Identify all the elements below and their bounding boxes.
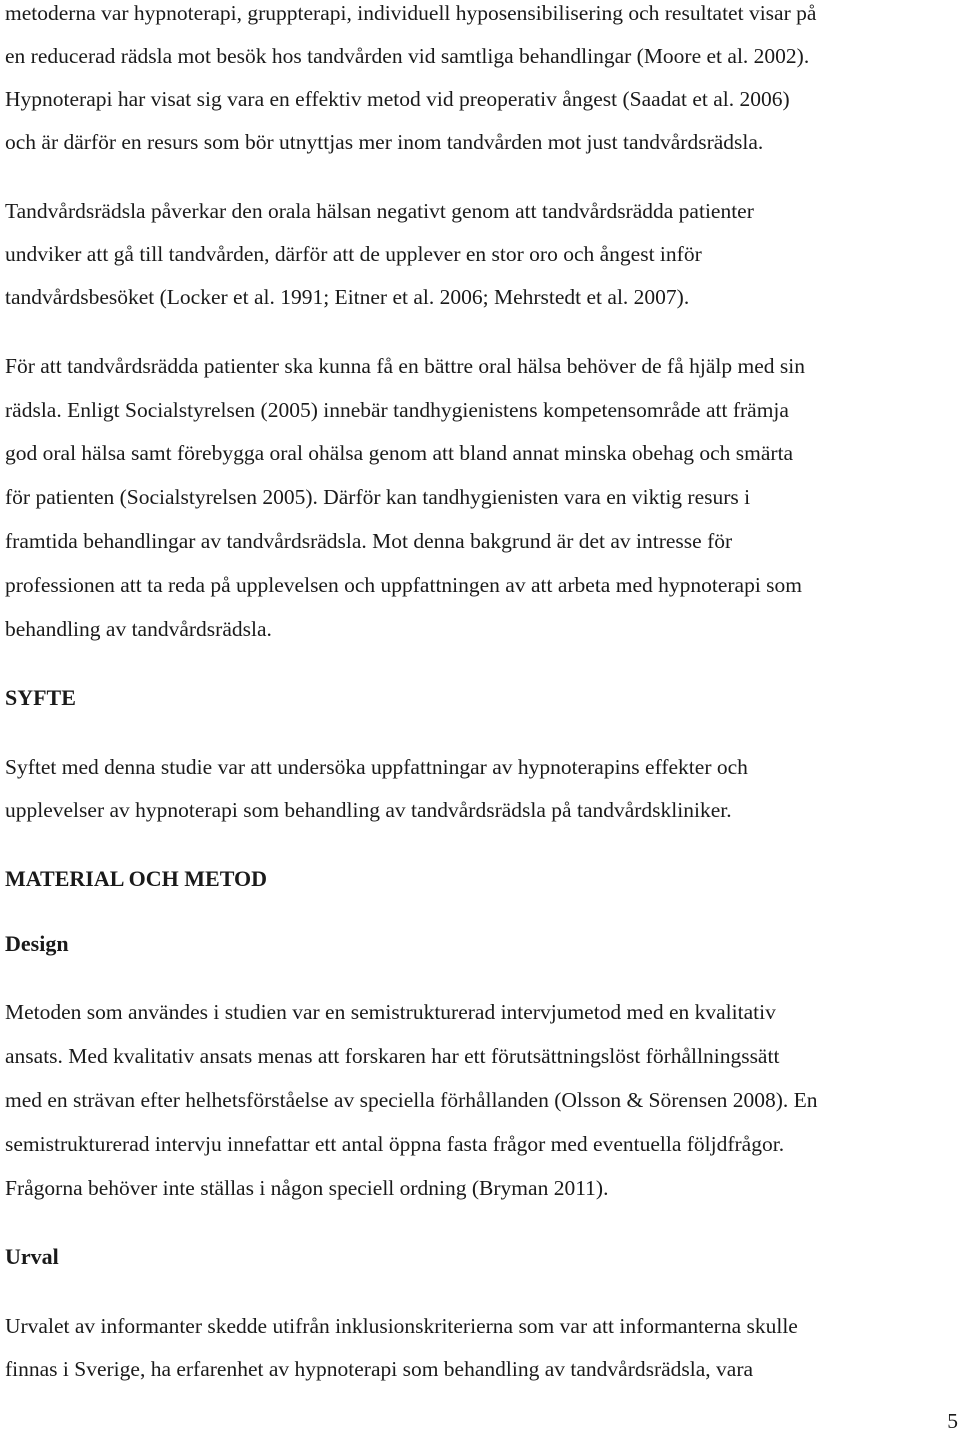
text-line: professionen att ta reda på upplevelsen och uppfattningen av att arbeta med hypnoterapi som — [5, 573, 803, 597]
text-line: med en strävan efter helhetsförståelse av speciella förhållanden (Olsson & Sörensen 2008). En — [5, 1088, 818, 1112]
subsection-heading-design: Design — [5, 931, 69, 956]
text-line: ansats. Med kvalitativ ansats menas att forskaren har ett förutsättningslöst förhållningssätt — [5, 1044, 780, 1068]
text-line: Urvalet av informanter skedde utifrån inklusionskriterierna som var att informanterna skulle — [5, 1314, 798, 1338]
text-line: Hypnoterapi har visat sig vara en effektiv metod vid preoperativ ångest (Saadat et al. 2006) — [5, 87, 790, 111]
text-line: behandling av tandvårdsrädsla. — [5, 617, 272, 641]
text-line: metoderna var hypnoterapi, gruppterapi, individuell hyposensibilisering och resultatet visar på — [5, 1, 817, 25]
section-heading-material-och-metod: MATERIAL OCH METOD — [5, 866, 267, 891]
section-heading-syfte: SYFTE — [5, 685, 76, 710]
text-line: finnas i Sverige, ha erfarenhet av hypnoterapi som behandling av tandvårdsrädsla, vara — [5, 1357, 754, 1381]
subsection-heading-urval: Urval — [5, 1244, 59, 1269]
text-line: tandvårdsbesöket (Locker et al. 1991; Eitner et al. 2006; Mehrstedt et al. 2007). — [5, 285, 690, 309]
text-line: Metoden som användes i studien var en semistrukturerad intervjumetod med en kvalitativ — [5, 1000, 776, 1024]
page-number: 5 — [947, 1409, 958, 1433]
text-line: semistrukturerad intervju innefattar ett antal öppna fasta frågor med eventuella följdfrågor. — [5, 1132, 785, 1156]
text-line: en reducerad rädsla mot besök hos tandvården vid samtliga behandlingar (Moore et al. 2002). — [5, 44, 810, 68]
text-line: rädsla. Enligt Socialstyrelsen (2005) innebär tandhygienistens kompetensområde att främja — [5, 398, 789, 422]
text-line: Syftet med denna studie var att undersöka uppfattningar av hypnoterapins effekter och — [5, 755, 748, 779]
text-line: framtida behandlingar av tandvårdsrädsla. Mot denna bakgrund är det av intresse för — [5, 529, 733, 553]
text-line: För att tandvårdsrädda patienter ska kunna få en bättre oral hälsa behöver de få hjälp med sin — [5, 354, 805, 378]
text-line: upplevelser av hypnoterapi som behandling av tandvårdsrädsla på tandvårdskliniker. — [5, 798, 732, 822]
text-line: Frågorna behöver inte ställas i någon speciell ordning (Bryman 2011). — [5, 1176, 609, 1200]
text-line: för patienten (Socialstyrelsen 2005). Därför kan tandhygienisten vara en viktig resurs i — [5, 485, 751, 509]
text-line: Tandvårdsrädsla påverkar den orala hälsan negativt genom att tandvårdsrädda patienter — [5, 199, 754, 223]
text-line: och är därför en resurs som bör utnyttjas mer inom tandvården mot just tandvårdsrädsla. — [5, 130, 764, 154]
text-line: god oral hälsa samt förebygga oral ohälsa genom att bland annat minska obehag och smärta — [5, 441, 794, 465]
text-line: undviker att gå till tandvården, därför att de upplever en stor oro och ångest inför — [5, 242, 702, 266]
